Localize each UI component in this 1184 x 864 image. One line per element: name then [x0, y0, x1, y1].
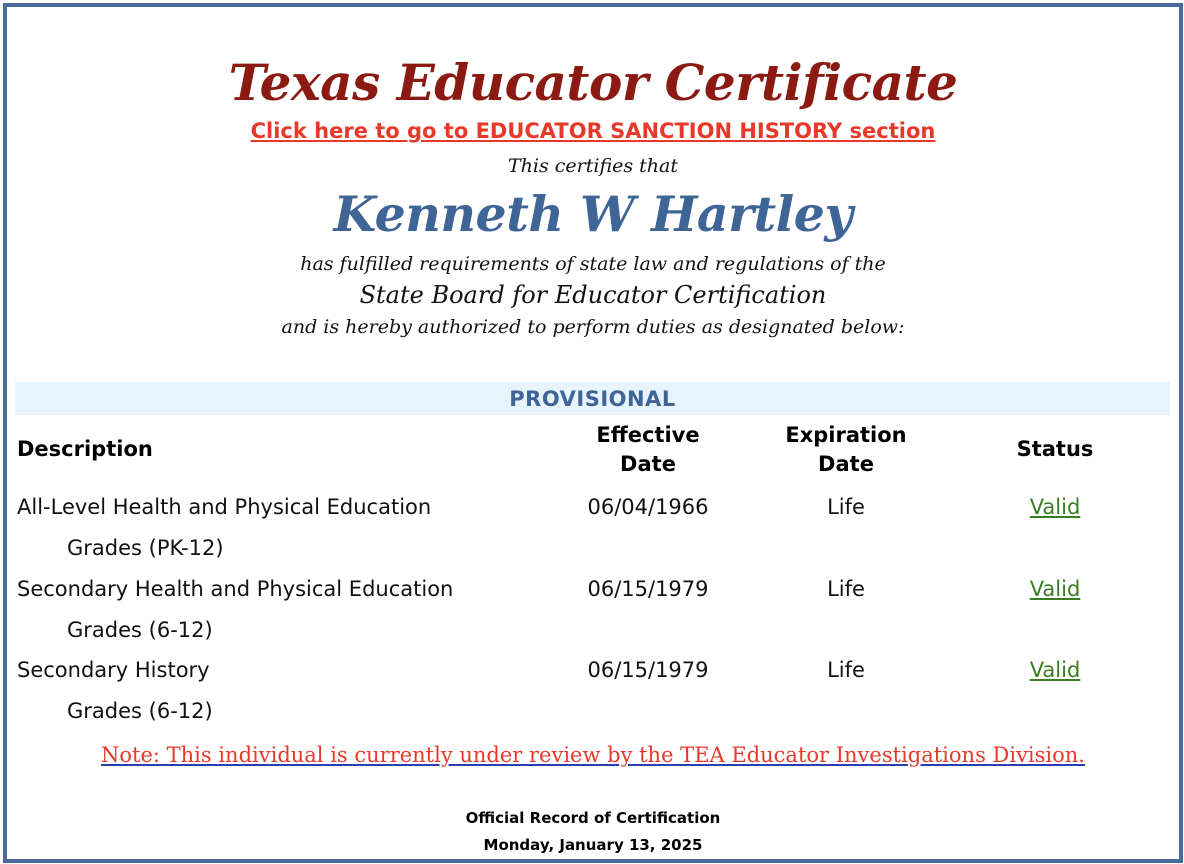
certificate-body — [7, 7, 1179, 859]
authorized-text: and is hereby authorized to perform duties as designated below: — [281, 316, 905, 338]
column-header-effective-line1: Effective — [596, 423, 700, 447]
certificate-expiration-date: Life — [827, 658, 865, 682]
table-row — [7, 656, 1179, 738]
certificate-grades: Grades (PK-12) — [67, 536, 224, 560]
column-header-status: Status — [1016, 437, 1094, 461]
column-header-expiration-line1: Expiration — [785, 423, 907, 447]
column-header-expiration-date — [736, 421, 956, 479]
certificate-effective-date: 06/15/1979 — [587, 658, 709, 682]
certificate-expiration-date: Life — [827, 495, 865, 519]
certificate-status-link[interactable]: Valid — [1029, 495, 1081, 519]
board-name: State Board for Educator Certification — [359, 281, 827, 309]
certificate-description: All-Level Health and Physical Education — [17, 495, 432, 519]
column-header-description: Description — [17, 437, 153, 461]
investigation-note-link[interactable]: Note: This individual is currently under review by the TEA Educator Investigations Division. — [101, 743, 1085, 767]
footer-official-record: Official Record of Certification — [465, 809, 721, 827]
column-header-effective-date — [538, 421, 758, 479]
certificate-frame — [3, 3, 1183, 863]
footer-date: Monday, January 13, 2025 — [483, 836, 703, 854]
certificate-effective-date: 06/15/1979 — [587, 577, 709, 601]
certificate-description: Secondary History — [17, 658, 210, 682]
table-row — [7, 575, 1179, 657]
educator-name: Kenneth W Hartley — [333, 185, 853, 243]
fulfilled-text: has fulfilled requirements of state law and regulations of the — [300, 253, 886, 275]
certificate-status-link[interactable]: Valid — [1029, 577, 1081, 601]
section-header-provisional: PROVISIONAL — [15, 382, 1170, 415]
certificate-grades: Grades (6-12) — [67, 699, 213, 723]
page-title: Texas Educator Certificate — [228, 53, 958, 112]
sanction-history-link[interactable]: Click here to go to EDUCATOR SANCTION HISTORY section — [250, 119, 936, 143]
column-header-expiration-line2: Date — [818, 452, 874, 476]
certifies-text: This certifies that — [508, 155, 678, 177]
certificate-grades: Grades (6-12) — [67, 618, 213, 642]
certificate-description: Secondary Health and Physical Education — [17, 577, 454, 601]
certificate-status-link[interactable]: Valid — [1029, 658, 1081, 682]
certificate-expiration-date: Life — [827, 577, 865, 601]
table-row — [7, 493, 1179, 575]
certificate-effective-date: 06/04/1966 — [587, 495, 709, 519]
column-header-effective-line2: Date — [620, 452, 676, 476]
